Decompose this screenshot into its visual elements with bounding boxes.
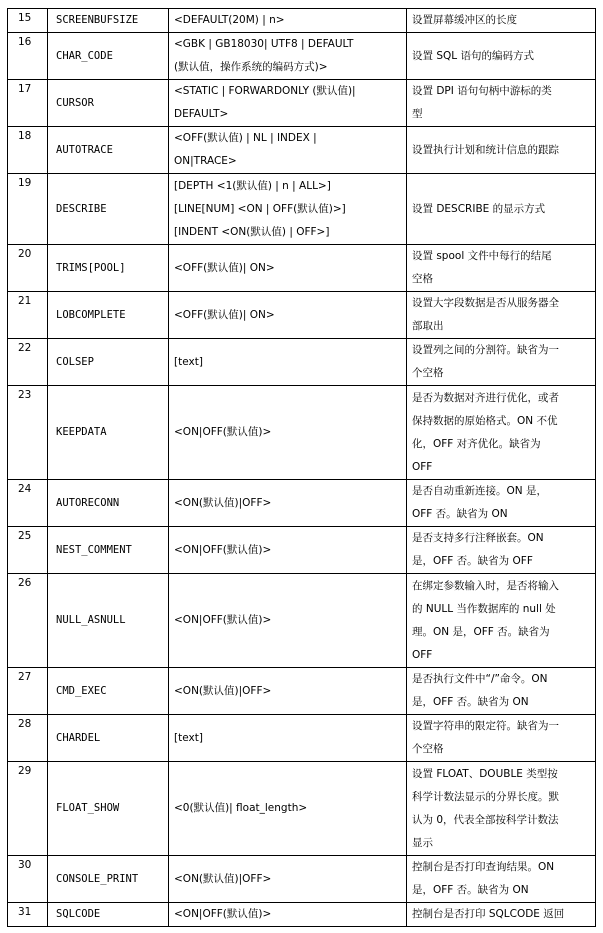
- row-number: 15: [8, 9, 48, 33]
- table-row: [8, 33, 596, 80]
- row-number: 20: [8, 245, 48, 292]
- description-line: 设置 spool 文件中每行的结尾: [412, 250, 552, 262]
- value-line: [text]: [174, 731, 203, 744]
- description-line: 是，OFF 否。缺省为 ON: [412, 696, 529, 708]
- parameter-name: CHARDEL: [48, 715, 169, 762]
- parameter-name: LOBCOMPLETE: [48, 292, 169, 339]
- description-line: OFF: [412, 648, 433, 661]
- parameter-name: CURSOR: [48, 80, 169, 127]
- row-number: 30: [8, 856, 48, 903]
- description-line: 在绑定参数输入时，是否将输入: [412, 579, 559, 592]
- table-row: [8, 339, 596, 386]
- parameter-name: NEST_COMMENT: [48, 527, 169, 574]
- parameter-description: [407, 903, 596, 927]
- description-line: 保持数据的原始格式。ON 不优: [412, 414, 558, 427]
- description-line: 显示: [412, 836, 433, 849]
- parameter-description: [407, 527, 596, 574]
- description-line: 空格: [412, 273, 433, 285]
- parameter-description: [407, 762, 596, 856]
- value-line: <ON(默认值)|OFF>: [174, 496, 272, 509]
- description-line: 科学计数法显示的分界长度。默: [412, 790, 559, 803]
- value-line: <OFF(默认值)| ON>: [174, 308, 275, 321]
- value-line: <ON|OFF(默认值)>: [174, 614, 272, 626]
- parameter-description: [407, 480, 596, 527]
- parameter-name: SCREENBUFSIZE: [48, 9, 169, 33]
- parameter-description: [407, 127, 596, 174]
- parameter-name: AUTOTRACE: [48, 127, 169, 174]
- description-line: 设置列之间的分割符。缺省为一: [412, 344, 559, 356]
- value-line: DEFAULT>: [174, 108, 229, 120]
- parameter-description: [407, 174, 596, 245]
- settings-table: [7, 8, 596, 927]
- parameter-name: FLOAT_SHOW: [48, 762, 169, 856]
- row-number: 28: [8, 715, 48, 762]
- value-line: <GBK | GB18030| UTF8 | DEFAULT: [174, 38, 354, 50]
- row-number: 25: [8, 527, 48, 574]
- description-line: 是否自动重新连接。ON 是，: [412, 485, 547, 497]
- parameter-values: [169, 856, 407, 903]
- parameter-values: [169, 292, 407, 339]
- parameter-name: TRIMS[POOL]: [48, 245, 169, 292]
- parameter-values: [169, 127, 407, 174]
- value-line: ON|TRACE>: [174, 155, 237, 167]
- parameter-description: [407, 668, 596, 715]
- table-row: [8, 386, 596, 480]
- parameter-name: CHAR_CODE: [48, 33, 169, 80]
- row-number: 21: [8, 292, 48, 339]
- value-line: <STATIC | FORWARDONLY (默认值)|: [174, 85, 356, 97]
- table-row: [8, 245, 596, 292]
- parameter-name: CONSOLE_PRINT: [48, 856, 169, 903]
- parameter-values: [169, 33, 407, 80]
- parameter-values: [169, 574, 407, 668]
- value-line: <ON|OFF(默认值)>: [174, 426, 272, 438]
- parameter-name: SQLCODE: [48, 903, 169, 927]
- description-line: 型: [412, 108, 423, 120]
- table-row: [8, 715, 596, 762]
- table-row: [8, 668, 596, 715]
- description-line: 是，OFF 否。缺省为 OFF: [412, 555, 533, 567]
- parameter-description: [407, 245, 596, 292]
- description-line: 是否为数据对齐进行优化，或者: [412, 391, 559, 404]
- description-line: 部取出: [412, 320, 444, 332]
- parameter-name: COLSEP: [48, 339, 169, 386]
- parameter-values: [169, 527, 407, 574]
- parameter-name: NULL_ASNULL: [48, 574, 169, 668]
- parameter-description: [407, 80, 596, 127]
- row-number: 16: [8, 33, 48, 80]
- table-row: [8, 174, 596, 245]
- table-row: [8, 762, 596, 856]
- parameter-values: [169, 762, 407, 856]
- description-line: 设置 DPI 语句句柄中游标的类: [412, 85, 552, 97]
- parameter-values: [169, 245, 407, 292]
- description-line: 的 NULL 当作数据库的 null 处: [412, 602, 556, 615]
- parameter-description: [407, 715, 596, 762]
- description-line: 是，OFF 否。缺省为 ON: [412, 884, 529, 896]
- parameter-name: DESCRIBE: [48, 174, 169, 245]
- description-line: 是否执行文件中“/”命令。ON: [412, 673, 548, 685]
- parameter-name: KEEPDATA: [48, 386, 169, 480]
- description-line: OFF 否。缺省为 ON: [412, 508, 508, 520]
- description-line: 个空格: [412, 743, 444, 755]
- description-line: 化，OFF 对齐优化。缺省为: [412, 437, 541, 450]
- description-line: 理。ON 是，OFF 否。缺省为: [412, 625, 550, 638]
- row-number: 29: [8, 762, 48, 856]
- parameter-values: [169, 903, 407, 927]
- parameter-values: [169, 480, 407, 527]
- description-line: 设置字符串的限定符。缺省为一: [412, 720, 559, 732]
- value-line: (默认值，操作系统的编码方式)>: [174, 61, 328, 73]
- description-line: 设置屏幕缓冲区的长度: [412, 14, 517, 26]
- value-line: <ON|OFF(默认值)>: [174, 908, 272, 920]
- parameter-values: [169, 174, 407, 245]
- value-line: <0(默认值)| float_length>: [174, 802, 308, 814]
- parameter-description: [407, 292, 596, 339]
- table-row: [8, 480, 596, 527]
- table-row: [8, 292, 596, 339]
- value-line: <ON|OFF(默认值)>: [174, 543, 272, 556]
- row-number: 23: [8, 386, 48, 480]
- value-line: <OFF(默认值)| ON>: [174, 261, 275, 274]
- table-row: [8, 856, 596, 903]
- parameter-description: [407, 386, 596, 480]
- row-number: 26: [8, 574, 48, 668]
- parameter-description: [407, 339, 596, 386]
- parameter-description: [407, 856, 596, 903]
- description-line: 控制台是否打印 SQLCODE 返回: [412, 908, 565, 920]
- table-row: [8, 80, 596, 127]
- parameter-description: [407, 574, 596, 668]
- parameter-values: [169, 9, 407, 33]
- description-line: 控制台是否打印查询结果。ON: [412, 861, 555, 873]
- parameter-values: [169, 339, 407, 386]
- value-line: [INDENT <ON(默认值) | OFF>]: [174, 225, 330, 238]
- parameter-description: [407, 9, 596, 33]
- description-line: 是否支持多行注释嵌套。ON: [412, 532, 544, 544]
- parameter-name: CMD_EXEC: [48, 668, 169, 715]
- row-number: 17: [8, 80, 48, 127]
- row-number: 19: [8, 174, 48, 245]
- table-row: [8, 903, 596, 927]
- value-line: <ON(默认值)|OFF>: [174, 684, 272, 697]
- description-line: 设置 FLOAT、DOUBLE 类型按: [412, 767, 558, 780]
- row-number: 31: [8, 903, 48, 927]
- parameter-values: [169, 80, 407, 127]
- parameter-description: [407, 33, 596, 80]
- parameter-name: AUTORECONN: [48, 480, 169, 527]
- value-line: [text]: [174, 355, 203, 368]
- value-line: [LINE[NUM] <ON | OFF(默认值)>]: [174, 202, 346, 215]
- table-row: [8, 9, 596, 33]
- parameter-values: [169, 715, 407, 762]
- description-line: 设置 SQL 语句的编码方式: [412, 49, 534, 62]
- description-line: OFF: [412, 460, 433, 473]
- value-line: <DEFAULT(20M) | n>: [174, 14, 285, 26]
- description-line: 设置 DESCRIBE 的显示方式: [412, 202, 546, 215]
- description-line: 设置大字段数据是否从服务器全: [412, 297, 559, 309]
- row-number: 24: [8, 480, 48, 527]
- table-body: [8, 9, 596, 927]
- value-line: <ON(默认值)|OFF>: [174, 872, 272, 885]
- value-line: <OFF(默认值) | NL | INDEX |: [174, 132, 317, 144]
- description-line: 设置执行计划和统计信息的跟踪: [412, 143, 559, 156]
- value-line: [DEPTH <1(默认值) | n | ALL>]: [174, 179, 331, 192]
- description-line: 个空格: [412, 367, 444, 379]
- row-number: 22: [8, 339, 48, 386]
- row-number: 27: [8, 668, 48, 715]
- table-row: [8, 127, 596, 174]
- parameter-values: [169, 386, 407, 480]
- parameter-values: [169, 668, 407, 715]
- row-number: 18: [8, 127, 48, 174]
- description-line: 认为 0，代表全部按科学计数法: [412, 813, 559, 826]
- table-row: [8, 527, 596, 574]
- table-row: [8, 574, 596, 668]
